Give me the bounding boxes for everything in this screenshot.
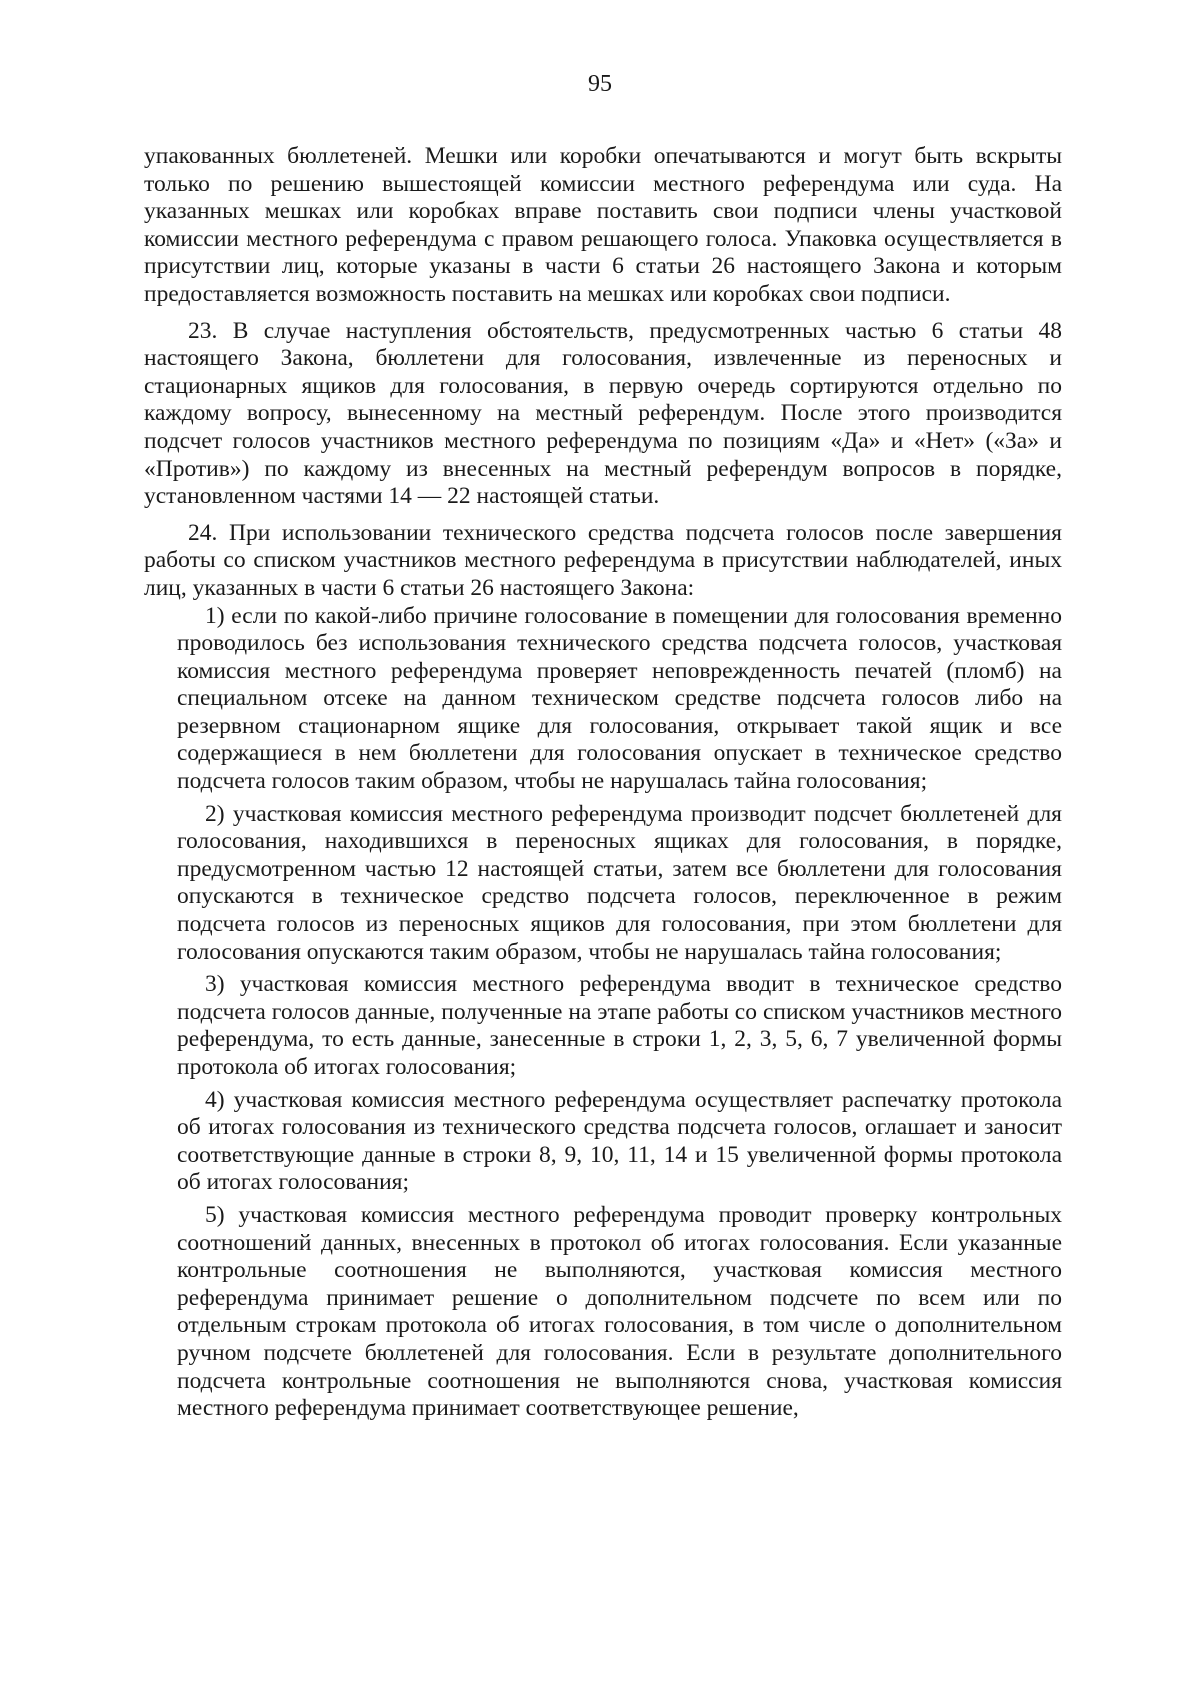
subparagraph-4: 4) участковая комиссия местного референдума осуществляет распечатку протокола об итогах голосования из технического средства подсчета голосов, оглашает и заносит соответствующие данные в строки 8, 9, 10, 11, 14 и 15 увеличенной формы протокола об итогах голосования; (177, 1086, 1062, 1196)
subparagraph-2: 2) участковая комиссия местного референдума производит подсчет бюллетеней для голосования, находившихся в переносных ящиках для голосования, в порядке, предусмотренном частью 12 настоящей статьи, затем все бюллетени для голосования опускаются в техническое средство подсчета голосов, переключенное в режим подсчета голосов из переносных ящиков для голосования, при этом бюллетени для голосования опускаются таким образом, чтобы не нарушалась тайна голосования; (177, 800, 1062, 965)
document-body (144, 143, 1062, 1423)
page-number: 95 (588, 71, 612, 97)
subparagraph-5: 5) участковая комиссия местного референдума проводит проверку контрольных соотношений данных, внесенных в протокол об итогах голосования. Если указанные контрольные соотношения не выполняются, участковая комиссия местного референдума принимает решение о дополнительном подсчете по всем или по отдельным строкам протокола об итогах голосования, в том числе о дополнительном ручном подсчете бюллетеней для голосования. Если в результате дополнительного подсчета контрольные соотношения не выполняются снова, участковая комиссия местного референдума принимает соответствующее решение, (177, 1201, 1062, 1422)
subparagraph-1: 1) если по какой-либо причине голосование в помещении для голосования временно проводилось без использования технического средства подсчета голосов, участковая комиссия местного референдума проверяет неповрежденность печатей (пломб) на специальном отсеке на данном техническом средстве подсчета голосов либо на резервном стационарном ящике для голосования, открывает такой ящик и все содержащиеся в нем бюллетени для голосования опускает в техническое средство подсчета голосов таким образом, чтобы не нарушалась тайна голосования; (177, 602, 1062, 795)
paragraph-continuation: упакованных бюллетеней. Мешки или коробки опечатываются и могут быть вскрыты только по решению вышестоящей комиссии местного референдума или суда. На указанных мешках или коробках вправе поставить свои подписи члены участковой комиссии местного референдума с правом решающего голоса. Упаковка осуществляется в присутствии лиц, которые указаны в части 6 статьи 26 настоящего Закона и которым предоставляется возможность поставить на мешках или коробках свои подписи. (144, 143, 1062, 307)
subparagraph-3: 3) участковая комиссия местного референдума вводит в техническое средство подсчета голосов данные, полученные на этапе работы со списком участников местного референдума, то есть данные, занесенные в строки 1, 2, 3, 5, 6, 7 увеличенной формы протокола об итогах голосования; (177, 971, 1062, 1080)
paragraph-23: 23. В случае наступления обстоятельств, предусмотренных частью 6 статьи 48 настоящего Закона, бюллетени для голосования, извлеченные из переносных и стационарных ящиков для голосования, в первую очередь сортируются отдельно по каждому вопросу, вынесенному на местный референдум. После этого производится подсчет голосов участников местного референдума по позициям «Да» и «Нет» («За» и «Против») по каждому из внесенных на местный референдум вопросов в порядке, установленном частями 14 — 22 настоящей статьи. (144, 317, 1062, 510)
paragraph-24: 24. При использовании технического средства подсчета голосов после завершения работы со списком участников местного референдума в присутствии наблюдателей, иных лиц, указанных в части 6 статьи 26 настоящего Закона: (144, 519, 1062, 601)
